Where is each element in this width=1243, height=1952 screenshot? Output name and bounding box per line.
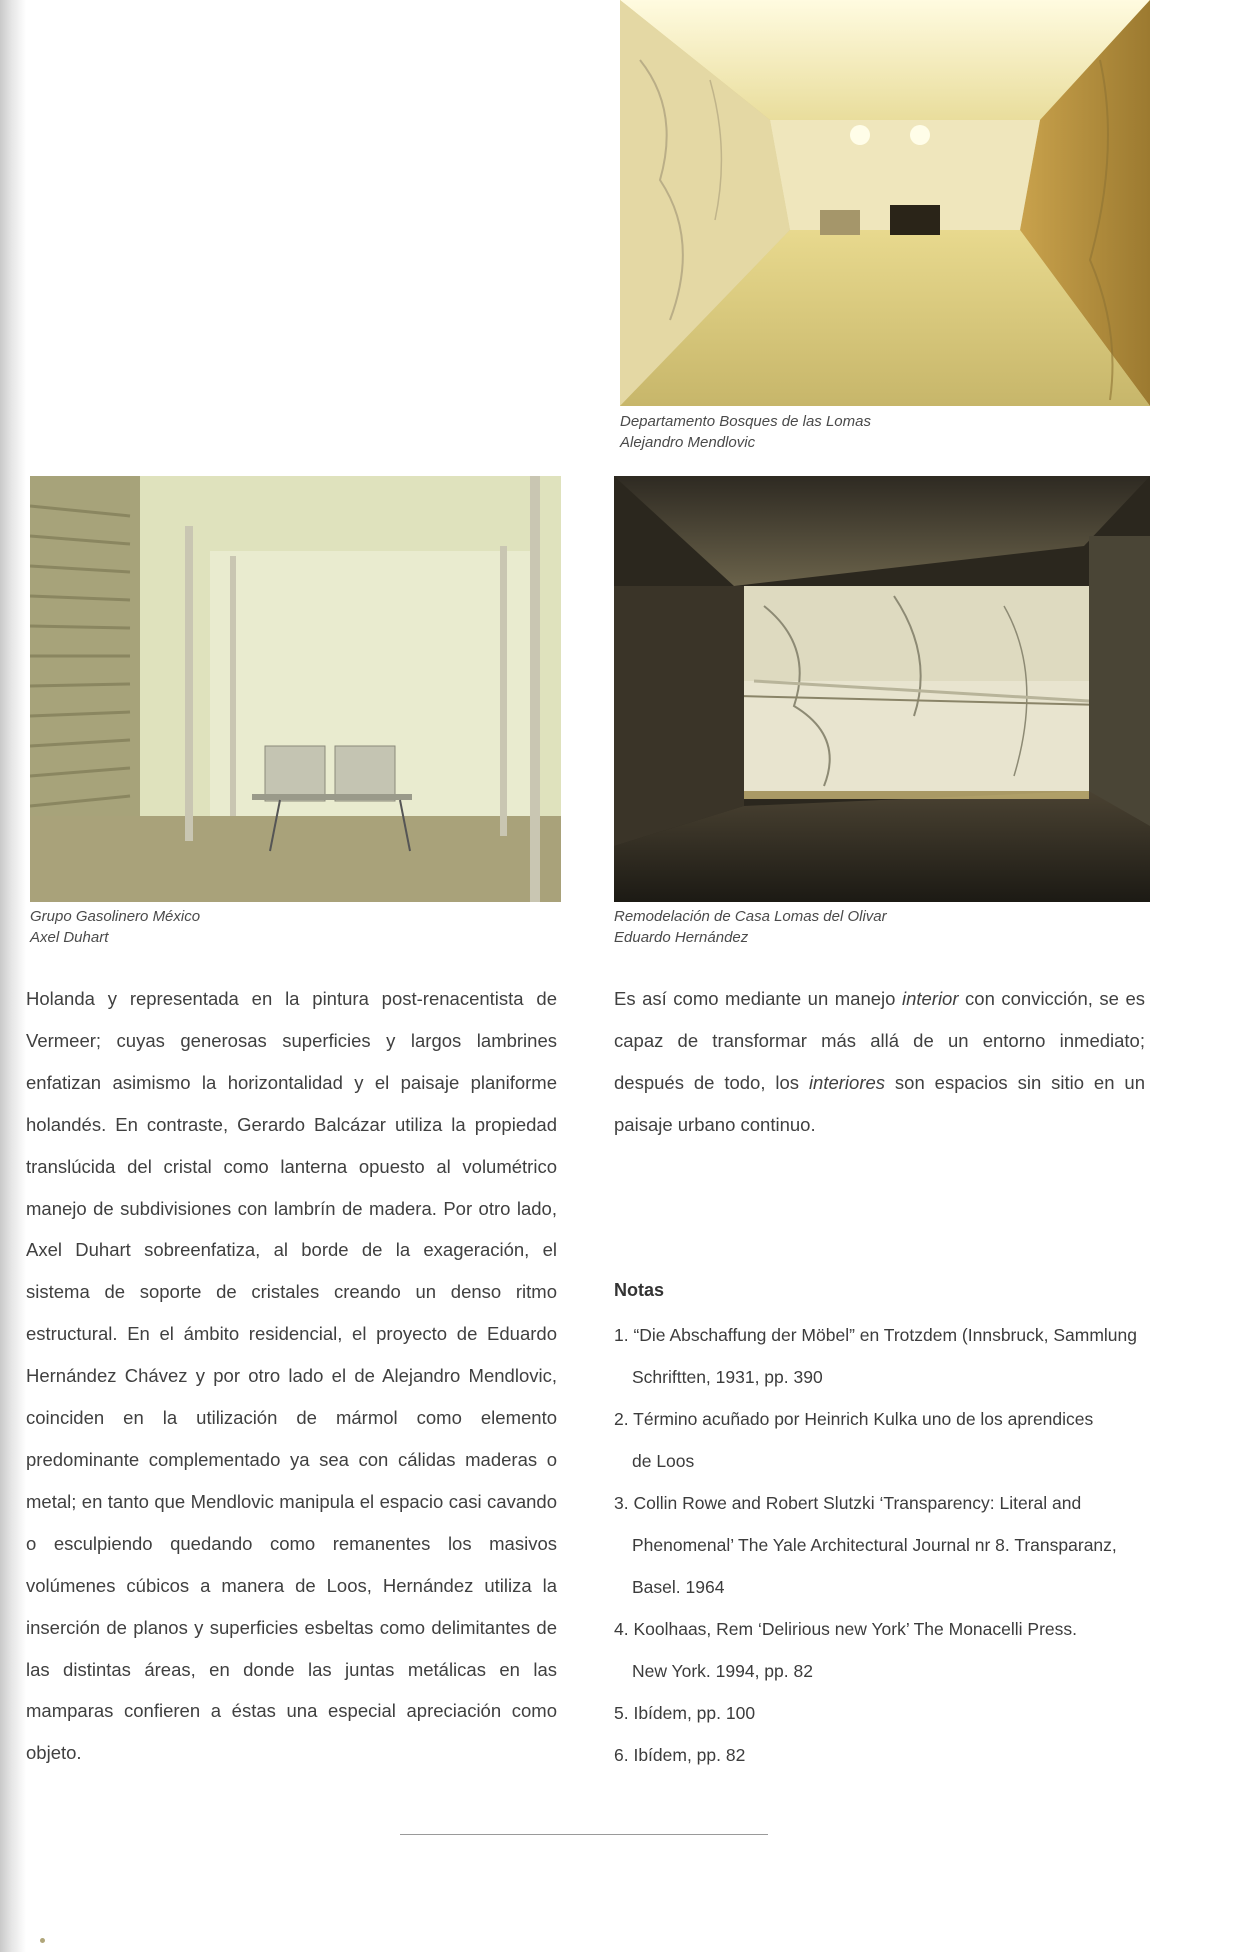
gasolinero-illustration <box>30 476 561 902</box>
body-text-left-column: Holanda y representada en la pintura post-renacentista de Vermeer; cuyas generosas superficies y largos lambrines enfatizan asimismo la horizontalidad y el paisaje planiforme holandés. En contraste, Gerardo Balcázar utiliza la propiedad translúcida del cristal como lanterna opuesto al volumétrico manejo de subdivisiones con lambrín de madera. Por otro lado, Axel Duhart sobreenfatiza, al borde de la exageración, el sistema de soporte de cristales creando un denso ritmo estructural. En el ámbito residencial, el proyecto de Eduardo Hernández Chávez y por otro lado el de Alejandro Mendlovic, coinciden en la utilización de mármol como elemento predominante complementado ya sea con cálidas maderas o metal; en tanto que Mendlovic manipula el espacio casi cavando o esculpiendo quedando como remanentes los masivos volúmenes cúbicos a manera de Loos, Hernández utiliza la inserción de planos y superficies esbeltas como delimitantes de las distintas áreas, en donde las juntas metálicas en las mamparas confieren a éstas una especial apreciación como objeto. <box>26 988 557 1764</box>
page-speck <box>40 1938 45 1943</box>
caption-olivar-author: Eduardo Hernández <box>614 929 749 946</box>
caption-bosques-author: Alejandro Mendlovic <box>620 434 756 451</box>
caption-bosques <box>620 411 871 453</box>
note-item <box>614 1314 1154 1398</box>
right-text-emphasis-interiores: interiores <box>808 1071 886 1093</box>
caption-gasolinero-title: Grupo Gasolinero México <box>30 908 201 925</box>
caption-gasolinero-author: Axel Duhart <box>30 929 109 946</box>
caption-olivar <box>614 906 887 948</box>
caption-gasolinero <box>30 906 200 948</box>
note-item <box>614 1692 1154 1734</box>
footer-divider <box>400 1834 768 1835</box>
caption-bosques-title: Departamento Bosques de las Lomas <box>620 413 871 430</box>
note-item <box>614 1398 1154 1482</box>
note-3-line-3: Basel. 1964 <box>632 1577 725 1597</box>
note-2-line-2: de Loos <box>632 1451 695 1471</box>
note-item <box>614 1734 1154 1776</box>
note-4-line-2: New York. 1994, pp. 82 <box>632 1661 813 1681</box>
right-text-part-2: con convicción, se es capaz de transformar más allá de un entorno inmediato; después de todo, los <box>614 988 1145 1093</box>
body-text-right-column <box>614 978 1145 1146</box>
notes-heading: Notas <box>614 1280 665 1300</box>
note-1-line-1: 1. “Die Abschaffung der Möbel” en Trotzdem (Innsbruck, Sammlung <box>614 1325 1137 1345</box>
caption-olivar-title: Remodelación de Casa Lomas del Olivar <box>614 908 887 925</box>
olivar-illustration <box>614 476 1150 902</box>
notes-list <box>614 1314 1154 1776</box>
page-spine-shadow <box>0 0 26 1952</box>
note-3-line-1: 3. Collin Rowe and Robert Slutzki ‘Transparency: Literal and <box>614 1493 1082 1513</box>
note-item <box>614 1482 1154 1608</box>
photo-gasolinero-interior <box>30 476 561 902</box>
right-text-emphasis-interior: interior <box>901 988 959 1009</box>
note-1-line-2: Schriftten, 1931, pp. 390 <box>632 1367 823 1387</box>
photo-olivar-marble-wall <box>614 476 1150 902</box>
note-item <box>614 1608 1154 1692</box>
right-text-part-1: Es así como mediante un manejo <box>614 988 902 1009</box>
note-5-line-1: 5. Ibídem, pp. 100 <box>614 1703 756 1723</box>
photo-bosques-corridor <box>620 0 1150 406</box>
note-3-line-2: Phenomenal’ The Yale Architectural Journal nr 8. Transparanz, <box>632 1535 1117 1555</box>
right-text-part-3: son espacios sin sitio en un paisaje urbano continuo. <box>614 1071 1145 1135</box>
note-2-line-1: 2. Término acuñado por Heinrich Kulka uno de los aprendices <box>614 1409 1094 1429</box>
note-6-line-1: 6. Ibídem, pp. 82 <box>614 1745 746 1765</box>
note-4-line-1: 4. Koolhaas, Rem ‘Delirious new York’ The Monacelli Press. <box>614 1619 1077 1639</box>
corridor-illustration <box>620 0 1150 406</box>
